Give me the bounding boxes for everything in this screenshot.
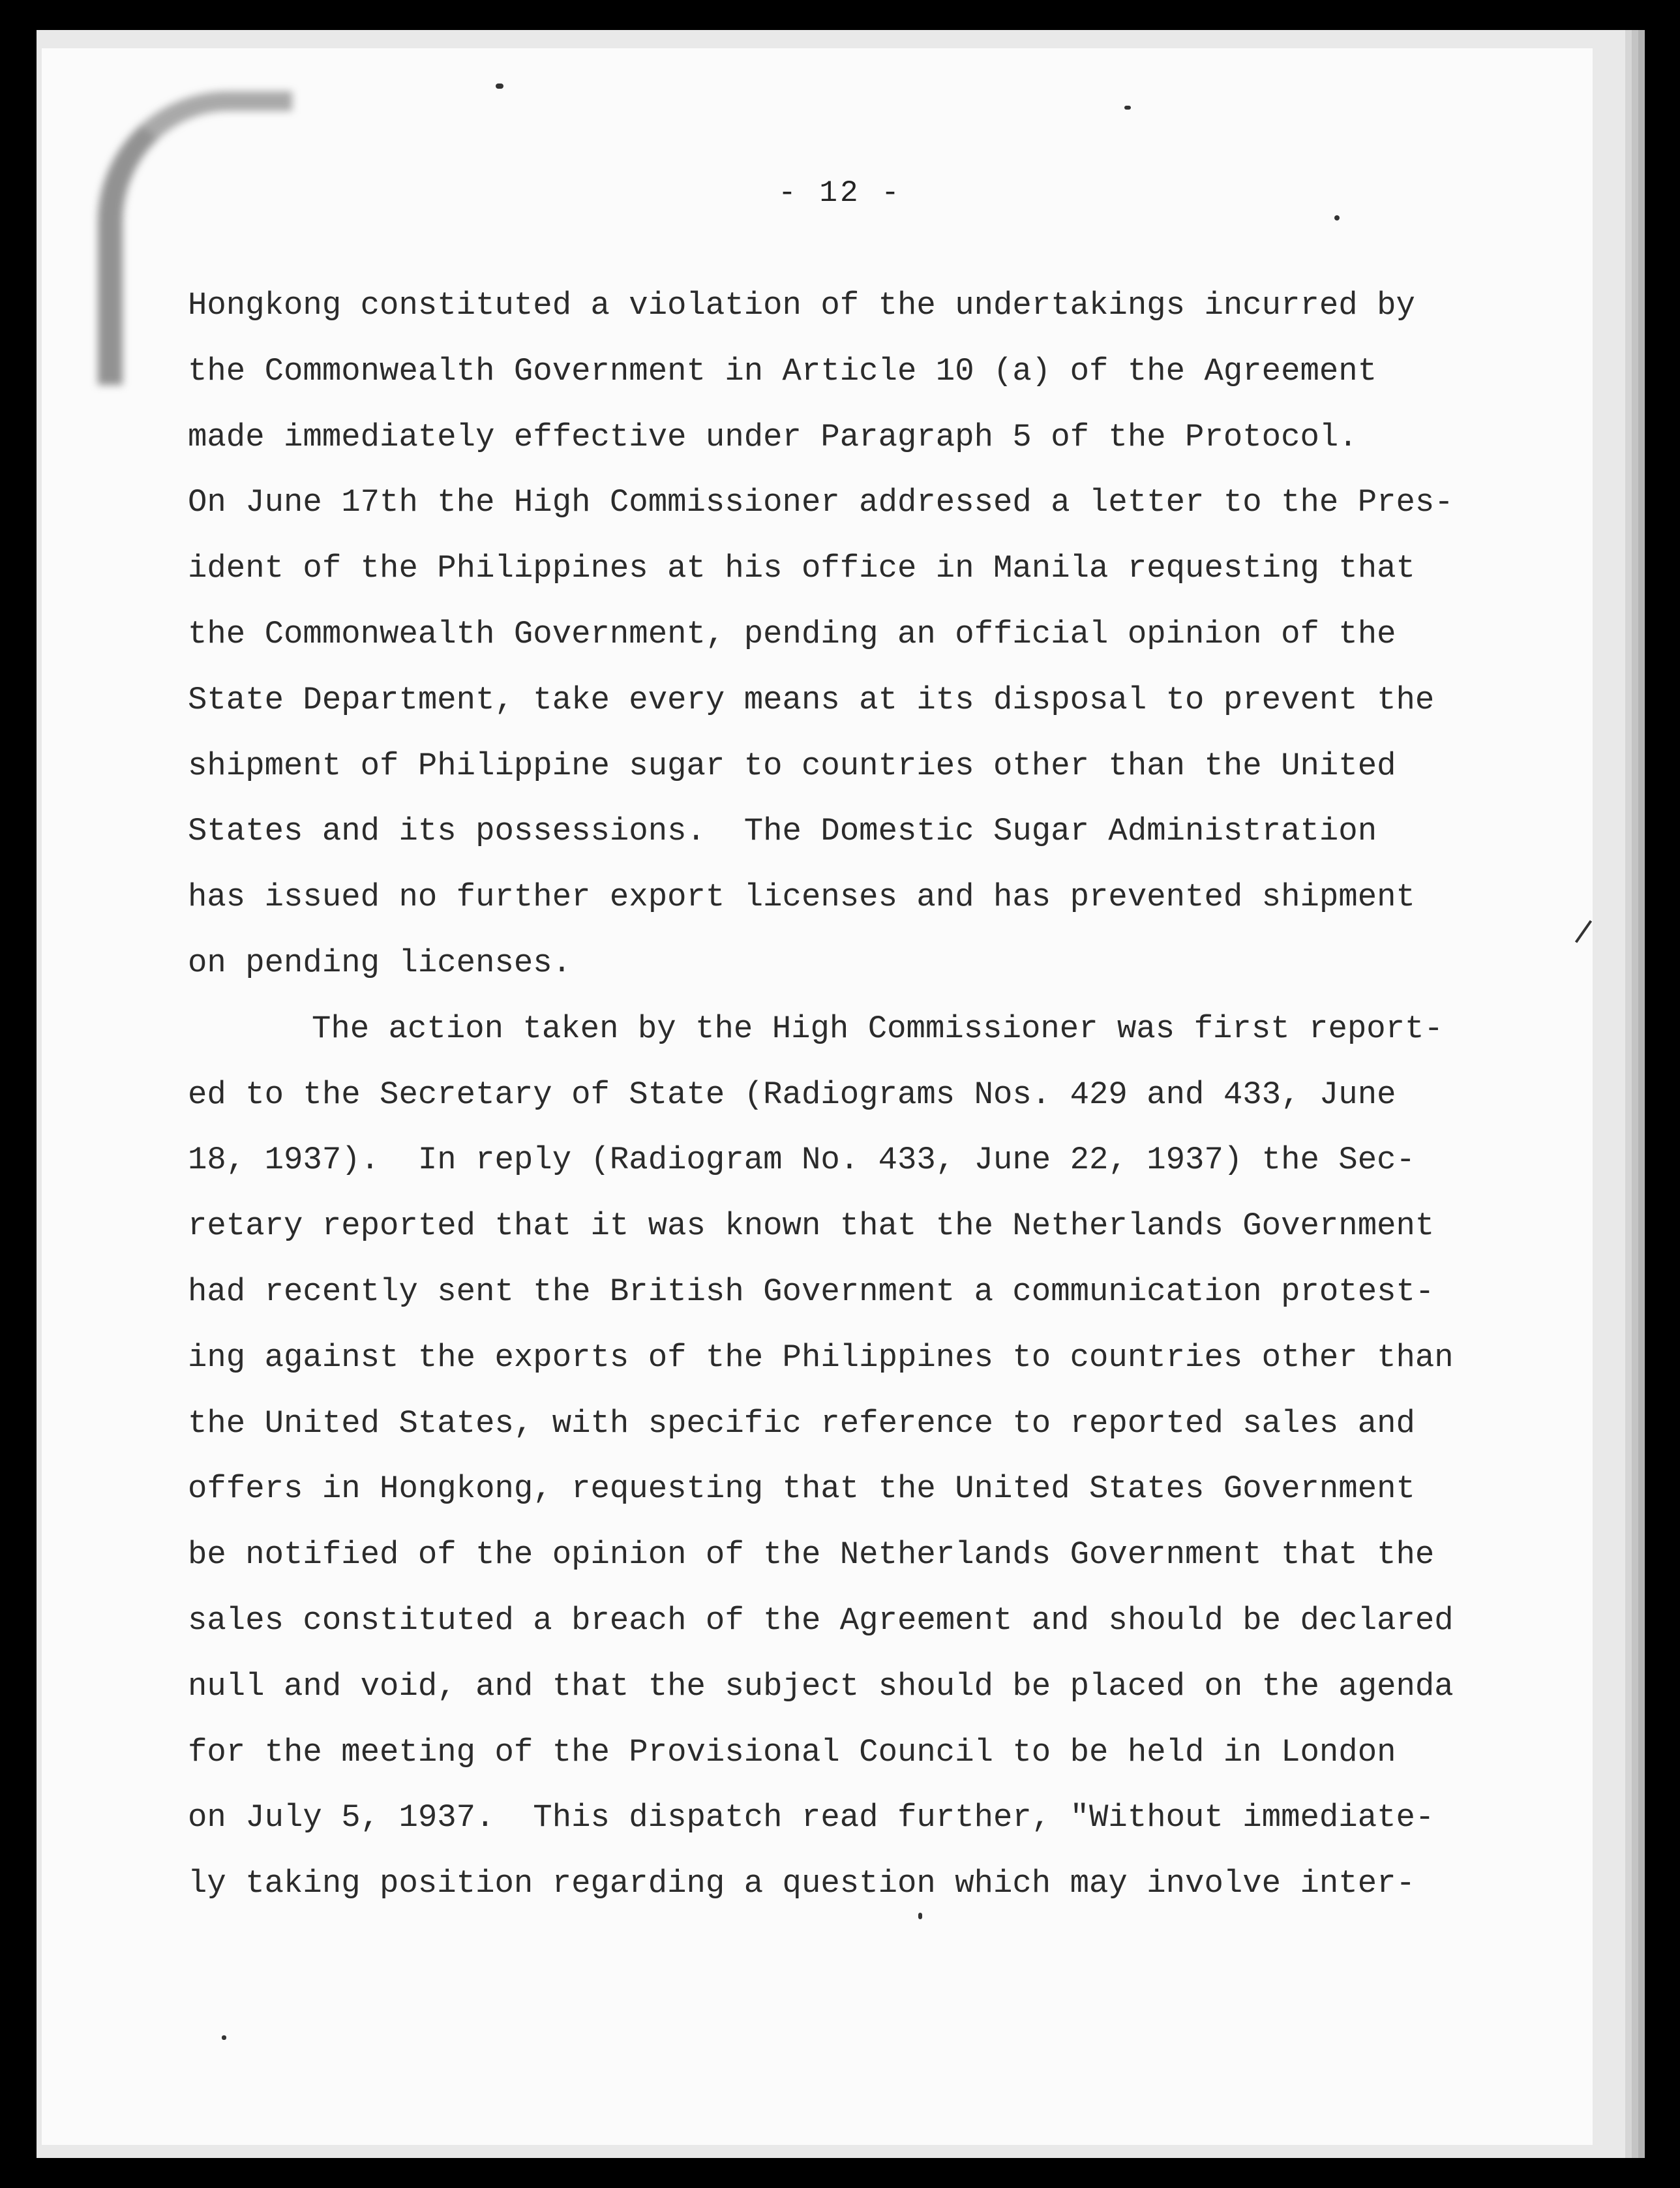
text-line: made immediately effective under Paragraph 5 of the Protocol. <box>188 418 1358 455</box>
text-line: on pending licenses. <box>188 944 572 981</box>
text-line: ed to the Secretary of State (Radiograms Nos. 429 and 433, June <box>188 1076 1396 1113</box>
text-line: had recently sent the British Government a communication protest- <box>188 1273 1435 1310</box>
text-line: be notified of the opinion of the Netherlands Government that the <box>188 1536 1435 1573</box>
text-line: ident of the Philippines at his office in Manila requesting that <box>188 550 1415 587</box>
paragraph-start-line: The action taken by the High Commissioner was first report- <box>312 1010 1443 1047</box>
speck <box>1124 106 1131 110</box>
text-line: retary reported that it was known that the Netherlands Government <box>188 1208 1435 1245</box>
text-line: the Commonwealth Government in Article 10 (a) of the Agreement <box>188 352 1377 389</box>
text-line: has issued no further export licenses and has prevented shipment <box>188 879 1415 916</box>
text-line: null and void, and that the subject should be placed on the agenda <box>188 1667 1454 1705</box>
text-line: On June 17th the High Commissioner addressed a letter to the Pres- <box>188 484 1454 521</box>
page-number: - 12 - <box>778 176 902 210</box>
text-line: the United States, with specific reference to reported sales and <box>188 1405 1415 1442</box>
text-line: States and its possessions. The Domestic Sugar Administration <box>188 813 1377 850</box>
speck <box>222 2035 226 2040</box>
text-line: shipment of Philippine sugar to countries other than the United <box>188 747 1396 784</box>
text-line: sales constituted a breach of the Agreement and should be declared <box>188 1602 1454 1639</box>
text-line: on July 5, 1937. This dispatch read further, "Without immediate- <box>188 1799 1435 1836</box>
speck <box>1334 215 1340 220</box>
text-line: the Commonwealth Government, pending an official opinion of the <box>188 615 1396 652</box>
text-line: Hongkong constituted a violation of the undertakings incurred by <box>188 287 1415 324</box>
text-line: offers in Hongkong, requesting that the United States Government <box>188 1470 1415 1508</box>
text-line: State Department, take every means at its disposal to prevent the <box>188 681 1435 718</box>
text-line: ly taking position regarding a question which may involve inter- <box>188 1865 1415 1902</box>
text-line: 18, 1937). In reply (Radiogram No. 433, June 22, 1937) the Sec- <box>188 1142 1415 1179</box>
text-line: ing against the exports of the Philippines to countries other than <box>188 1339 1454 1376</box>
text-line: for the meeting of the Provisional Council to be held in London <box>188 1733 1396 1770</box>
speck <box>496 84 503 89</box>
body-text <box>188 273 1505 1917</box>
